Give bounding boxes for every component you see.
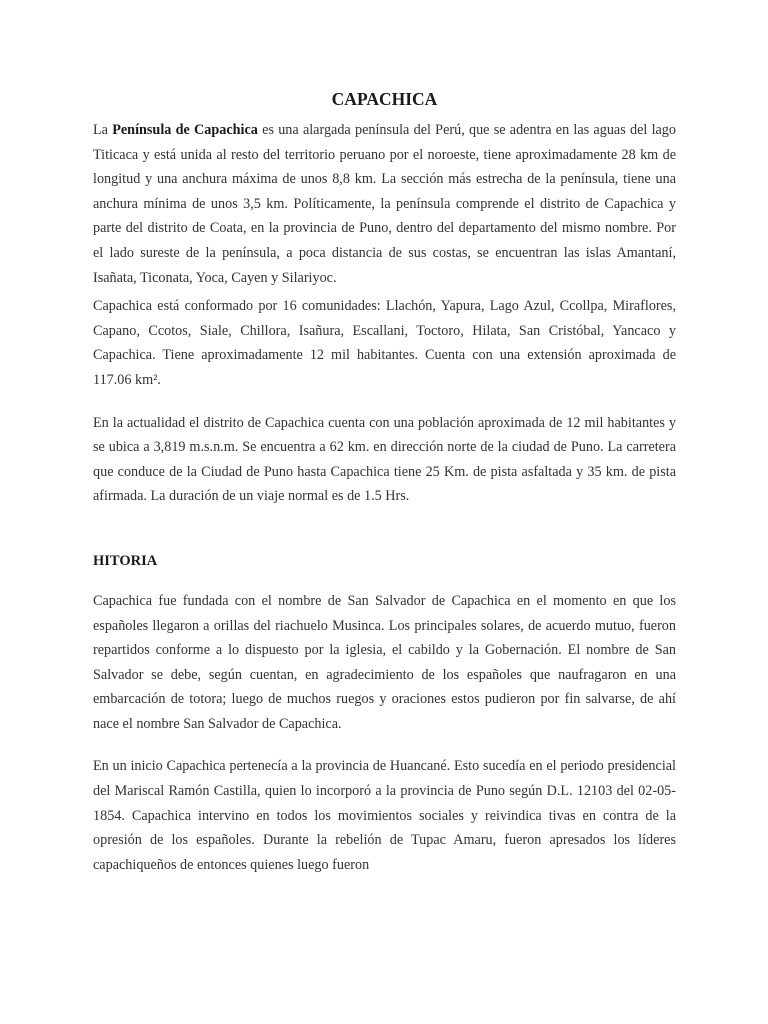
intro-bold-term: Península de Capachica xyxy=(112,122,258,138)
intro-lead: La xyxy=(93,122,113,138)
intro-rest: es una alargada península del Perú, que se adentra en las aguas del lago Titicaca y está unida al resto del territorio peruano por el noroeste, tiene aproximadamente 28 km de longitud y una anchura máxima de unos 8,8 km. La sección más estrecha de la península, tiene una anchura mínima de unos 3,5 km. Políticamente, la península comprende el distrito de Capachica y parte del distrito de Coata, en la provincia de Puno, dentro del departamento del mismo nombre. Por el lado sureste de la península, a poca distancia de sus costas, se encuentran las islas Amantaní, Isañata, Ticonata, Yoca, Cayen y Silariyoc. xyxy=(93,122,676,286)
history-paragraph-1: Capachica fue fundada con el nombre de San Salvador de Capachica en el momento en que los españoles llegaron a orillas del riachuelo Musinca. Los principales solares, de acuerdo mutuo, fueron repartidos conforme a lo dispuesto por la iglesia, el cabildo y la Gobernación. El nombre de San Salvador se debe, según cuentan, en agradecimiento de los españoles que naufragaron en una embarcación de totora; luego de muchos ruegos y oraciones estos pudieron por fin salvarse, de ahí nace el nombre San Salvador de Capachica. xyxy=(93,592,676,732)
intro-paragraph xyxy=(93,118,676,290)
document-page xyxy=(93,88,676,877)
document-title: CAPACHICA xyxy=(331,89,438,109)
communities-paragraph: Capachica está conformado por 16 comunidades: Llachón, Yapura, Lago Azul, Ccollpa, Miraflores, Capano, Ccotos, Siale, Chillora, Isañura, Escallani, Toctoro, Hilata, San Cristóbal, Yancaco y Capachica. Tiene aproximadamente 12 mil habitantes. Cuenta con una extensión aproximada de 117.06 km². xyxy=(93,298,676,388)
section-heading-historia: HITORIA xyxy=(93,552,158,569)
history-paragraph-2: En un inicio Capachica pertenecía a la provincia de Huancané. Esto sucedía en el periodo presidencial del Mariscal Ramón Castilla, quien lo incorporó a la provincia de Puno según D.L. 12103 del 02-05-1854. Capachica intervino en todos los movimientos sociales y reivindica tivas en contra de la opresión de los españoles. Durante la rebelión de Tupac Amaru, fueron apresados los líderes capachiqueños de entonces quienes luego fueron xyxy=(93,758,676,873)
population-paragraph: En la actualidad el distrito de Capachica cuenta con una población aproximada de 12 mil habitantes y se ubica a 3,819 m.s.n.m. Se encuentra a 62 km. en dirección norte de la ciudad de Puno. La carretera que conduce de la Ciudad de Puno hasta Capachica tiene 25 Km. de pista asfaltada y 35 km. de pista afirmada. La duración de un viaje normal es de 1.5 Hrs. xyxy=(93,414,676,505)
